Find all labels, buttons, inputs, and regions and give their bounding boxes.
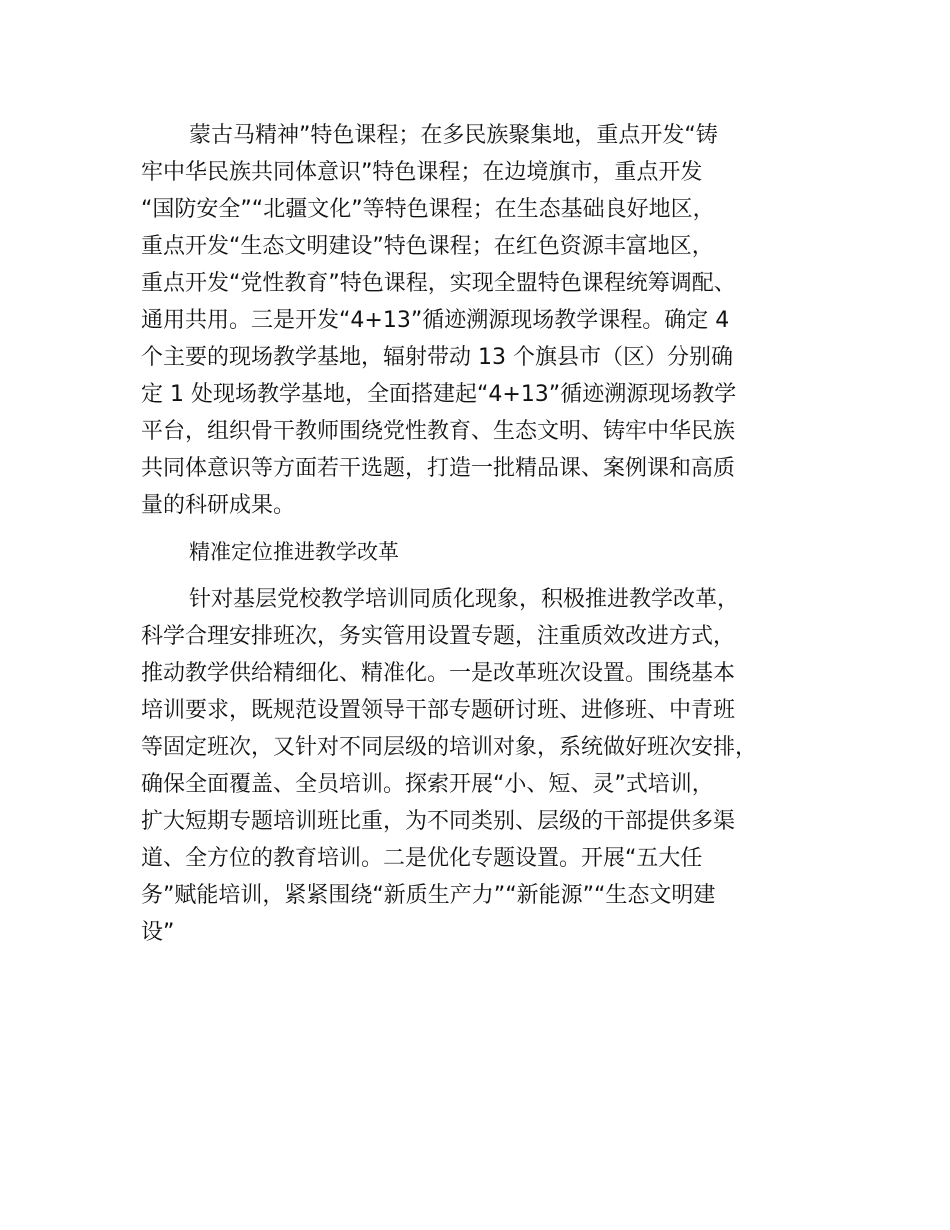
text-line: 蒙古马精神”特色课程；在多民族聚集地，重点开发“铸	[189, 123, 718, 148]
text-line: 平台，组织骨干教师围绕党性教育、生态文明、铸牢中华民族	[141, 419, 736, 444]
text-line: 定 1 处现场教学基地，全面搭建起“4+13”循迹溯源现场教学	[141, 382, 737, 407]
text-line: 务”赋能培训，紧紧围绕“新质生产力”“新能源”“生态文明建	[141, 883, 716, 908]
text-line: 个主要的现场教学基地，辐射带动 13 个旗县市（区）分别确	[141, 345, 733, 370]
text-line: 科学合理安排班次，务实管用设置专题，注重质效改进方式，	[141, 624, 736, 649]
text-line: 道、全方位的教育培训。二是优化专题设置。开展“五大任	[141, 846, 703, 871]
document-page	[141, 117, 831, 951]
text-line: 牢中华民族共同体意识”特色课程；在边境旗市，重点开发	[141, 160, 703, 185]
text-line: 确保全面覆盖、全员培训。探索开展“小、短、灵”式培训，	[141, 772, 714, 797]
text-line: 量的科研成果。	[141, 493, 296, 518]
text-line: 培训要求，既规范设置领导干部专题研讨班、进修班、中青班	[141, 698, 736, 723]
text-line: 针对基层党校教学培训同质化现象，积极推进教学改革，	[189, 587, 740, 612]
text-line: 通用共用。三是开发“4+13”循迹溯源现场教学课程。确定 4	[141, 308, 730, 333]
section-heading: 精准定位推进教学改革	[189, 540, 399, 564]
text-line: 重点开发“党性教育”特色课程，实现全盟特色课程统筹调配、	[141, 271, 736, 296]
text-line: 扩大短期专题培训班比重，为不同类别、层级的干部提供多渠	[141, 809, 736, 834]
text-line: 共同体意识等方面若干选题，打造一批精品课、案例课和高质	[141, 456, 736, 481]
text-line: 推动教学供给精细化、精准化。一是改革班次设置。围绕基本	[141, 661, 736, 686]
paragraph-course-development	[141, 117, 831, 524]
paragraph-teaching-reform	[141, 581, 831, 951]
text-line: 重点开发“生态文明建设”特色课程；在红色资源丰富地区，	[141, 234, 714, 259]
text-line: 设”	[141, 920, 175, 945]
text-line: “国防安全”“北疆文化”等特色课程；在生态基础良好地区，	[141, 197, 715, 222]
text-line: 等固定班次，又针对不同层级的培训对象，系统做好班次安排，	[141, 735, 758, 760]
